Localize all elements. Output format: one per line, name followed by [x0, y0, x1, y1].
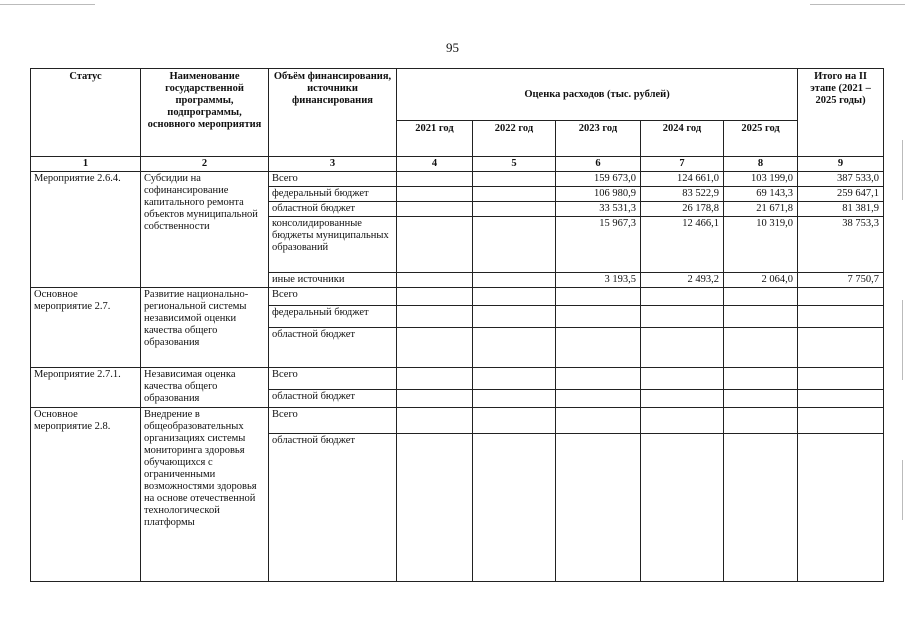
value-cell	[798, 408, 884, 434]
value-cell: 26 178,8	[641, 202, 724, 217]
value-cell	[556, 368, 641, 390]
source-cell: Всего	[269, 288, 397, 306]
header-volume: Объём финансирования, источники финансирования	[269, 69, 397, 157]
value-cell	[397, 434, 473, 582]
value-cell: 387 533,0	[798, 172, 884, 187]
value-cell	[641, 288, 724, 306]
value-cell: 21 671,8	[724, 202, 798, 217]
header-name: Наименование государственной программы, подпрограммы, основного мероприятия	[141, 69, 269, 157]
value-cell	[641, 306, 724, 328]
value-cell: 3 193,5	[556, 273, 641, 288]
value-cell: 124 661,0	[641, 172, 724, 187]
value-cell	[641, 434, 724, 582]
value-cell	[556, 328, 641, 368]
value-cell	[473, 368, 556, 390]
value-cell	[641, 328, 724, 368]
value-cell	[724, 434, 798, 582]
source-cell: федеральный бюджет	[269, 187, 397, 202]
status-cell: Основное мероприятие 2.8.	[31, 408, 141, 582]
value-cell: 69 143,3	[724, 187, 798, 202]
value-cell	[473, 328, 556, 368]
source-cell: Всего	[269, 368, 397, 390]
name-cell: Развитие национально-региональной системы независимой оценки качества общего образования	[141, 288, 269, 368]
value-cell: 2 493,2	[641, 273, 724, 288]
value-cell: 259 647,1	[798, 187, 884, 202]
source-cell: областной бюджет	[269, 434, 397, 582]
value-cell: 38 753,3	[798, 217, 884, 273]
source-cell: консолидированные бюджеты муниципальных образований	[269, 217, 397, 273]
value-cell	[724, 368, 798, 390]
col-number: 7	[641, 157, 724, 172]
value-cell	[397, 172, 473, 187]
value-cell	[397, 202, 473, 217]
value-cell	[473, 306, 556, 328]
col-number: 2	[141, 157, 269, 172]
value-cell	[397, 306, 473, 328]
value-cell: 81 381,9	[798, 202, 884, 217]
value-cell	[556, 408, 641, 434]
header-estimate: Оценка расходов (тыс. рублей)	[397, 69, 798, 121]
value-cell: 7 750,7	[798, 273, 884, 288]
value-cell	[397, 273, 473, 288]
col-number: 4	[397, 157, 473, 172]
value-cell	[798, 288, 884, 306]
table-row	[31, 172, 884, 187]
value-cell	[641, 390, 724, 408]
value-cell	[397, 328, 473, 368]
value-cell	[397, 217, 473, 273]
value-cell: 106 980,9	[556, 187, 641, 202]
scan-edge-line	[902, 140, 903, 200]
status-cell: Мероприятие 2.7.1.	[31, 368, 141, 408]
value-cell	[473, 273, 556, 288]
source-cell: федеральный бюджет	[269, 306, 397, 328]
header-year: 2025 год	[724, 121, 798, 157]
value-cell	[798, 390, 884, 408]
status-cell: Основное мероприятие 2.7.	[31, 288, 141, 368]
table-row	[31, 368, 884, 390]
value-cell: 103 199,0	[724, 172, 798, 187]
value-cell: 15 967,3	[556, 217, 641, 273]
value-cell	[556, 434, 641, 582]
value-cell: 83 522,9	[641, 187, 724, 202]
value-cell	[397, 288, 473, 306]
col-number: 5	[473, 157, 556, 172]
value-cell	[556, 390, 641, 408]
header-year: 2022 год	[473, 121, 556, 157]
header-year: 2021 год	[397, 121, 473, 157]
col-number: 8	[724, 157, 798, 172]
scan-edge-line	[902, 460, 903, 520]
value-cell	[641, 368, 724, 390]
expenditure-table	[30, 68, 884, 582]
value-cell	[641, 408, 724, 434]
scan-edge-line	[902, 300, 903, 380]
header-year: 2023 год	[556, 121, 641, 157]
value-cell	[724, 328, 798, 368]
col-number: 6	[556, 157, 641, 172]
name-cell: Субсидии на софинансирование капитального ремонта объектов муниципальной собственности	[141, 172, 269, 288]
header-status: Статус	[31, 69, 141, 157]
value-cell: 33 531,3	[556, 202, 641, 217]
scan-edge-line	[0, 4, 95, 5]
value-cell	[798, 368, 884, 390]
value-cell: 159 673,0	[556, 172, 641, 187]
page-number: 95	[446, 40, 459, 55]
table-row	[31, 408, 884, 434]
status-cell: Мероприятие 2.6.4.	[31, 172, 141, 288]
value-cell	[397, 187, 473, 202]
value-cell	[473, 172, 556, 187]
value-cell	[724, 390, 798, 408]
scan-edge-line	[810, 4, 905, 5]
value-cell: 2 064,0	[724, 273, 798, 288]
col-number: 3	[269, 157, 397, 172]
value-cell	[724, 408, 798, 434]
value-cell	[473, 217, 556, 273]
value-cell	[473, 202, 556, 217]
value-cell	[798, 434, 884, 582]
value-cell	[397, 408, 473, 434]
col-number: 9	[798, 157, 884, 172]
value-cell: 10 319,0	[724, 217, 798, 273]
value-cell: 12 466,1	[641, 217, 724, 273]
source-cell: областной бюджет	[269, 328, 397, 368]
value-cell	[556, 306, 641, 328]
value-cell	[798, 306, 884, 328]
table-row	[31, 288, 884, 306]
value-cell	[556, 288, 641, 306]
value-cell	[724, 306, 798, 328]
source-cell: иные источники	[269, 273, 397, 288]
value-cell	[724, 288, 798, 306]
source-cell: Всего	[269, 408, 397, 434]
source-cell: Всего	[269, 172, 397, 187]
header-total: Итого на II этапе (2021 – 2025 годы)	[798, 69, 884, 157]
header-year: 2024 год	[641, 121, 724, 157]
name-cell: Независимая оценка качества общего образования	[141, 368, 269, 408]
value-cell	[473, 187, 556, 202]
col-number: 1	[31, 157, 141, 172]
value-cell	[473, 408, 556, 434]
value-cell	[397, 368, 473, 390]
value-cell	[473, 288, 556, 306]
value-cell	[397, 390, 473, 408]
value-cell	[473, 390, 556, 408]
source-cell: областной бюджет	[269, 390, 397, 408]
name-cell: Внедрение в общеобразовательных организациях системы мониторинга здоровья обучающихся с ограниченными возможностями здоровья на основе отечественной технологической платформы	[141, 408, 269, 582]
source-cell: областной бюджет	[269, 202, 397, 217]
value-cell	[473, 434, 556, 582]
value-cell	[798, 328, 884, 368]
